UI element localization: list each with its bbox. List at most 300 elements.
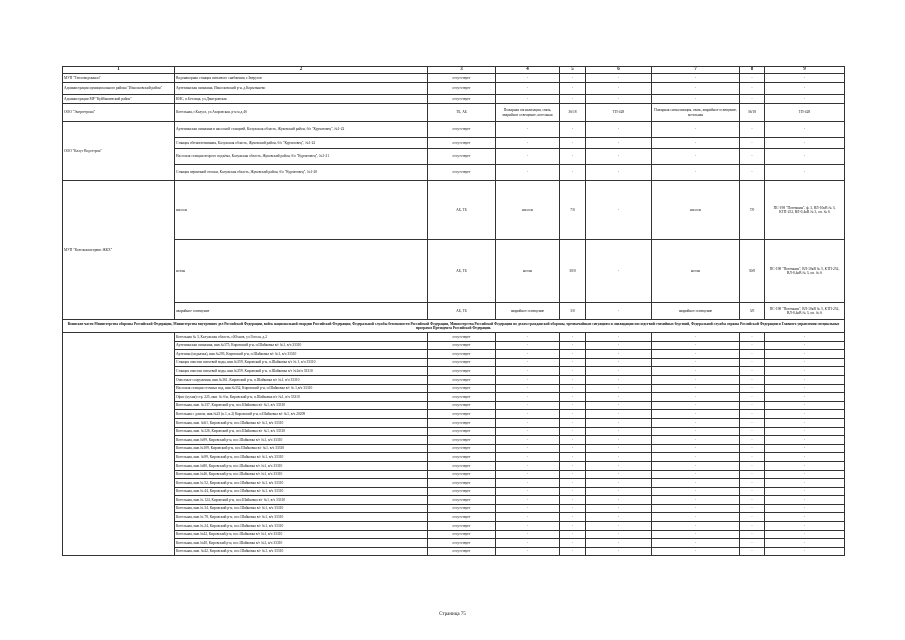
table-cell: -: [652, 453, 740, 462]
table-cell: -: [765, 539, 845, 548]
table-cell: -: [740, 470, 765, 479]
table-cell: отсутствует: [428, 496, 496, 505]
object-cell: Котельная, инв. №42, Кировский р-н, пос.Шайковка в/г №1, в/ч 33310: [175, 547, 428, 556]
table-cell: -: [765, 393, 845, 402]
table-cell: -: [740, 375, 765, 384]
table-cell: -: [765, 341, 845, 350]
organization-cell: МУП "Козельжилсервис ЖКХ": [63, 181, 175, 320]
table-cell: котлы: [652, 240, 740, 303]
table-cell: -: [652, 418, 740, 427]
object-cell: Котельная, инв. №61, Кировский р-н, пос.Шайковка в/г №1, в/ч 33310: [175, 418, 428, 427]
table-cell: -: [740, 401, 765, 410]
object-cell: Артезианская скважина, Износковский р-н, д.Корытынево: [175, 83, 428, 95]
table-cell: -: [652, 138, 740, 149]
table-cell: -: [560, 410, 586, 419]
table-cell: -: [496, 427, 560, 436]
object-cell: Очистные сооружения, инв.№361, Кировский р-н, п.Шайковка в/г №1, в/ч 33310: [175, 375, 428, 384]
table-cell: -: [765, 358, 845, 367]
table-cell: -: [496, 453, 560, 462]
organization-cell: Администрация муниципального района "Износковский район": [63, 83, 175, 95]
table-cell: -: [560, 384, 586, 393]
table-cell: -: [652, 410, 740, 419]
table-cell: -: [586, 165, 652, 181]
column-number: 5: [560, 67, 586, 74]
table-cell: -: [496, 122, 560, 138]
table-cell: -: [586, 333, 652, 342]
table-cell: -: [740, 453, 765, 462]
table-row: [63, 303, 845, 320]
table-cell: отсутствует: [428, 479, 496, 488]
table-cell: -: [560, 95, 586, 104]
table-cell: -: [560, 436, 586, 445]
table-row: [63, 547, 845, 556]
table-cell: -: [560, 522, 586, 531]
table-cell: отсутствует: [428, 165, 496, 181]
table-row: [63, 393, 845, 402]
table-cell: -: [652, 530, 740, 539]
object-cell: Котельная, инв.№42, Кировский р-н, пос.Шайковка в/г №1, в/ч 33310: [175, 530, 428, 539]
organization-cell: Администрация МР "Куйбышевский район": [63, 95, 175, 104]
table-cell: -: [740, 513, 765, 522]
table-cell: -: [765, 165, 845, 181]
table-cell: -: [586, 74, 652, 83]
table-cell: -: [652, 95, 740, 104]
table-cell: -: [740, 138, 765, 149]
organization-cell: [63, 333, 175, 556]
object-cell: Котельная, инв.№ 78, Кировский р-н, пос.Шайковка в/г №1, в/ч 33310: [175, 513, 428, 522]
table-cell: насосы: [652, 181, 740, 240]
table-row: [63, 530, 845, 539]
table-cell: -: [740, 74, 765, 83]
column-number: 6: [586, 67, 652, 74]
table-cell: -: [560, 74, 586, 83]
table-cell: 36/18: [740, 104, 765, 122]
table-cell: отсутствует: [428, 470, 496, 479]
table-cell: -: [496, 479, 560, 488]
table-cell: -: [560, 122, 586, 138]
table-cell: -: [586, 479, 652, 488]
table-row: [63, 470, 845, 479]
table-cell: -: [740, 427, 765, 436]
table-row: [63, 104, 845, 122]
table-cell: -: [586, 436, 652, 445]
table-cell: -: [740, 487, 765, 496]
table-cell: ТБ, АБ: [428, 104, 496, 122]
table-cell: -: [560, 427, 586, 436]
table-cell: -: [496, 375, 560, 384]
object-cell: Водонапорная станция питьевого снабжения, г.Зверугов: [175, 74, 428, 83]
table-cell: -: [740, 367, 765, 376]
table-cell: -: [765, 410, 845, 419]
column-number: 7: [652, 67, 740, 74]
table-cell: -: [496, 350, 560, 359]
table-row: [63, 181, 845, 240]
table-cell: отсутствует: [428, 513, 496, 522]
table-cell: -: [560, 83, 586, 95]
table-cell: -: [652, 427, 740, 436]
table-cell: -: [652, 436, 740, 445]
table-cell: -: [652, 333, 740, 342]
table-cell: -: [765, 436, 845, 445]
table-cell: -: [496, 393, 560, 402]
table-cell: отсутствует: [428, 350, 496, 359]
table-row: [63, 496, 845, 505]
table-cell: Пожарная сигнализация, связь, аварийное освещение, котельная: [652, 104, 740, 122]
table-cell: -: [496, 95, 560, 104]
table-cell: -: [586, 539, 652, 548]
table-cell: -: [560, 530, 586, 539]
table-cell: -: [765, 427, 845, 436]
table-cell: -: [560, 367, 586, 376]
table-cell: -: [652, 444, 740, 453]
table-row: [63, 375, 845, 384]
table-cell: -: [586, 138, 652, 149]
object-cell: Котельная, инв.№ 52, Кировский р-н, пос.Шайковка в/г №1, в/ч 33310: [175, 479, 428, 488]
table-row: [63, 461, 845, 470]
table-cell: -: [652, 165, 740, 181]
table-cell: -: [586, 181, 652, 240]
table-row: [63, 358, 845, 367]
object-cell: Станция очистки питьевой воды, инв.№359, Кировский р-н, п.Шайковка в/г № 1, в/ч 33310: [175, 358, 428, 367]
table-cell: -: [652, 83, 740, 95]
table-row: [63, 350, 845, 359]
object-cell: Котельная, инв.№40, Кировский р-н, пос.Шайковка в/г №1, в/ч 33310: [175, 539, 428, 548]
table-cell: отсутствует: [428, 418, 496, 427]
table-row: [63, 436, 845, 445]
table-cell: отсутствует: [428, 83, 496, 95]
table-row: [63, 74, 845, 83]
object-cell: Котельная, инв. №137, Кировский р-н, пос.Шайковка в/г №1, в/ч 33310: [175, 401, 428, 410]
table-cell: -: [765, 83, 845, 95]
table-cell: насосы: [496, 181, 560, 240]
table-cell: -: [765, 461, 845, 470]
table-cell: -: [586, 401, 652, 410]
table-cell: -: [740, 436, 765, 445]
page-number: Страница 75: [439, 612, 466, 617]
table-cell: 3/0: [740, 303, 765, 320]
table-row: [63, 149, 845, 165]
table-row: [63, 384, 845, 393]
object-cell: Котельная, инв.№80, Кировский р-н, пос.Шайковка в/г №1, в/ч 33310: [175, 461, 428, 470]
table-cell: -: [586, 367, 652, 376]
column-number: 8: [740, 67, 765, 74]
table-cell: -: [765, 384, 845, 393]
table-cell: отсутствует: [428, 393, 496, 402]
table-cell: аварийное освещение: [496, 303, 560, 320]
column-number: 4: [496, 67, 560, 74]
table-cell: -: [740, 83, 765, 95]
column-number: 1: [63, 67, 175, 74]
table-cell: котлы: [496, 240, 560, 303]
table-cell: -: [560, 453, 586, 462]
table-cell: -: [652, 401, 740, 410]
table-row: [63, 240, 845, 303]
table-cell: -: [765, 95, 845, 104]
table-row: [63, 444, 845, 453]
table-cell: -: [740, 165, 765, 181]
object-cell: Котельная, инв. №99, Кировский р-н, пос.Шайковка в/г №1, в/ч 33310: [175, 453, 428, 462]
table-cell: -: [496, 461, 560, 470]
table-cell: отсутствует: [428, 149, 496, 165]
table-cell: -: [586, 83, 652, 95]
object-cell: насосы: [175, 181, 428, 240]
table-cell: -: [560, 496, 586, 505]
table-cell: -: [765, 138, 845, 149]
table-cell: -: [496, 74, 560, 83]
table-cell: -: [652, 522, 740, 531]
table-cell: -: [740, 341, 765, 350]
table-cell: -: [765, 367, 845, 376]
table-cell: -: [496, 522, 560, 531]
table-row: [63, 367, 845, 376]
object-cell: Котельная, инв. №126, Кировский р-н, пос.Шайковка в/г №1, в/ч 33310: [175, 427, 428, 436]
table-cell: -: [740, 504, 765, 513]
table-row: [63, 165, 845, 181]
table-cell: -: [740, 333, 765, 342]
table-cell: -: [586, 418, 652, 427]
table-cell: -: [765, 375, 845, 384]
table-cell: -: [496, 333, 560, 342]
table-cell: -: [765, 74, 845, 83]
table-cell: -: [496, 384, 560, 393]
table-cell: -: [765, 496, 845, 505]
table-cell: -: [765, 547, 845, 556]
table-cell: -: [740, 384, 765, 393]
table-cell: -: [560, 444, 586, 453]
table-row: [63, 138, 845, 149]
object-cell: Котельная № 3, Калужская область, г.Юхнов, ул.Гоголя, д.2: [175, 333, 428, 342]
table-cell: -: [586, 522, 652, 531]
table-cell: -: [586, 427, 652, 436]
table-cell: -: [765, 470, 845, 479]
table-row: [63, 341, 845, 350]
table-cell: -: [740, 444, 765, 453]
table-cell: -: [586, 303, 652, 320]
table-row: [63, 333, 845, 342]
table-cell: -: [586, 453, 652, 462]
header-row: [63, 67, 845, 74]
table-cell: -: [560, 470, 586, 479]
table-cell: -: [586, 95, 652, 104]
table-cell: -: [586, 384, 652, 393]
table-cell: -: [740, 539, 765, 548]
table-cell: отсутствует: [428, 547, 496, 556]
column-number: 9: [765, 67, 845, 74]
table-cell: -: [560, 547, 586, 556]
table-cell: -: [740, 393, 765, 402]
table-cell: -: [652, 367, 740, 376]
table-cell: -: [496, 418, 560, 427]
table-cell: -: [586, 350, 652, 359]
table-cell: 3/0: [560, 303, 586, 320]
table-cell: -: [652, 393, 740, 402]
table-cell: -: [740, 95, 765, 104]
table-cell: -: [560, 333, 586, 342]
table-cell: -: [496, 539, 560, 548]
table-cell: -: [560, 375, 586, 384]
table-cell: -: [586, 496, 652, 505]
table-cell: -: [652, 547, 740, 556]
table-cell: отсутствует: [428, 138, 496, 149]
table-row: [63, 83, 845, 95]
object-cell: Артезиан (подкачка), инв.№293, Кировский р-н, п.Шайковка в/г №1, в/ч 33310: [175, 350, 428, 359]
table-row: [63, 504, 845, 513]
table-cell: -: [652, 504, 740, 513]
table-cell: отсутствует: [428, 461, 496, 470]
table-cell: -: [496, 367, 560, 376]
object-cell: Артезианская скважина в насосной станцией, Калужская область, Жуковский район, б/о "Курчатовец", №1-22: [175, 122, 428, 138]
table-cell: отсутствует: [428, 539, 496, 548]
table-cell: -: [652, 341, 740, 350]
table-cell: ТП-428: [586, 104, 652, 122]
table-cell: 30/0: [740, 240, 765, 303]
table-cell: отсутствует: [428, 358, 496, 367]
table-cell: -: [496, 547, 560, 556]
table-cell: -: [740, 122, 765, 138]
object-cell: аварийное освещение: [175, 303, 428, 320]
table-cell: -: [586, 470, 652, 479]
object-cell: Котельная с домом, инв.№23 (к.1, к.2) Кировский р-н, п.Шайковка в/г №1, в/ч 20209: [175, 410, 428, 419]
table-cell: -: [652, 513, 740, 522]
table-row: [63, 418, 845, 427]
object-cell: котлы: [175, 240, 428, 303]
table-cell: -: [560, 504, 586, 513]
table-cell: отсутствует: [428, 504, 496, 513]
table-cell: 7/0: [740, 181, 765, 240]
table-cell: -: [496, 444, 560, 453]
table-cell: -: [586, 122, 652, 138]
table-cell: отсутствует: [428, 427, 496, 436]
table-cell: -: [652, 496, 740, 505]
table-cell: -: [496, 504, 560, 513]
object-cell: Насосная станция второго подъёма, Калужская область, Жуковский район, б/о "Курчатовец", №1-21: [175, 149, 428, 165]
table-cell: -: [560, 487, 586, 496]
table-cell: -: [560, 418, 586, 427]
table-cell: -: [586, 504, 652, 513]
table-row: [63, 479, 845, 488]
section-note: Воинские части Министерства обороны Российской Федерации, Министерства внутренних дел Российской Федерации, войск национальной гвардии Российской Федерации, Федеральной службы безопасности Российской Федерации, Министерства Российской Федерации по делам гражданской обороны, чрезвычайным ситуациям и ликвидации последствий стихийных бедствий, Федеральной службы охраны Российской Федерации и Главного управления специальных программ Президента Российской Федерации.: [63, 320, 845, 333]
object-cell: Насосная станция сточных вод, инв.№332, Кировский р-н, п.Шайковка в/г № 1,в/ч 33310: [175, 384, 428, 393]
table-row: [63, 122, 845, 138]
object-cell: Котельная, инв.№ 34, Кировский р-н, пос.Шайковка в/г №1, в/ч 33310: [175, 504, 428, 513]
table-cell: ТП-428: [765, 104, 845, 122]
table-cell: отсутствует: [428, 384, 496, 393]
table-cell: -: [765, 487, 845, 496]
table-cell: отсутствует: [428, 367, 496, 376]
table-cell: аварийное освещение: [652, 303, 740, 320]
table-cell: -: [496, 513, 560, 522]
note-row: [63, 320, 845, 333]
table-cell: -: [560, 149, 586, 165]
table-cell: -: [652, 122, 740, 138]
table-cell: -: [560, 513, 586, 522]
table-cell: АБ, ТБ: [428, 303, 496, 320]
table-cell: -: [652, 358, 740, 367]
object-cell: Станция очистки питьевой воды, инв.№359, Кировский р-н, п.Шайковка в/г №1в/ч 33310: [175, 367, 428, 376]
table-cell: АБ, ТБ: [428, 240, 496, 303]
table-cell: -: [586, 513, 652, 522]
object-cell: Котельная, инв.№ 44, Кировский р-н, пос.Шайковка в/г №1, в/ч 33310: [175, 487, 428, 496]
table-cell: -: [560, 138, 586, 149]
object-cell: Котельная, инв.№109, Кировский р-н, пос.Шайковка в/г №1, в/ч 33310: [175, 444, 428, 453]
object-cell: Котельная, инв.№99, Кировский р-н, пос.Шайковка в/г №1, в/ч 33310: [175, 436, 428, 445]
table-cell: -: [652, 479, 740, 488]
table-cell: -: [496, 487, 560, 496]
table-cell: -: [765, 522, 845, 531]
table-cell: -: [560, 341, 586, 350]
object-cell: Котельная, г.Калуга, ул.Азаровская, р-н м.д.4б: [175, 104, 428, 122]
table-cell: -: [560, 539, 586, 548]
table-cell: -: [652, 74, 740, 83]
table-cell: ПС-198 "Потемкин", ВЛ-10кВ № 5, КТП-252, ВЛ-0,4кВ № 3, оп. № 6: [765, 240, 845, 303]
table-cell: -: [586, 375, 652, 384]
table-cell: отсутствует: [428, 487, 496, 496]
table-cell: -: [652, 149, 740, 165]
table-cell: -: [765, 504, 845, 513]
table-cell: отсутствует: [428, 341, 496, 350]
table-cell: -: [586, 341, 652, 350]
table-cell: -: [765, 350, 845, 359]
document-table: [62, 66, 845, 556]
table-cell: -: [560, 165, 586, 181]
table-cell: -: [496, 165, 560, 181]
table-cell: отсутствует: [428, 375, 496, 384]
table-row: [63, 487, 845, 496]
table-cell: -: [560, 393, 586, 402]
table-cell: 36/18: [560, 104, 586, 122]
table-cell: отсутствует: [428, 95, 496, 104]
table-cell: -: [496, 358, 560, 367]
object-cell: Станция первичной отопки, Калужская область, Жуковский район, б/о "Курчатовец", №1-20: [175, 165, 428, 181]
table-cell: -: [560, 401, 586, 410]
object-cell: КНС, п.Бетлица, ул.Дмитровская: [175, 95, 428, 104]
object-cell: Станция обезжелезивания, Калужская область, Жуковский район, б/о "Курчатовец", №1-22: [175, 138, 428, 149]
table-cell: 30/0: [560, 240, 586, 303]
table-cell: -: [586, 461, 652, 470]
table-cell: -: [652, 461, 740, 470]
object-cell: Артезианская скважина, инв.№375, Кировский р-н, п.Шайковка в/г №1, в/ч 33310: [175, 341, 428, 350]
table-cell: отсутствует: [428, 522, 496, 531]
table-cell: -: [496, 83, 560, 95]
column-number: 3: [428, 67, 496, 74]
table-cell: -: [740, 547, 765, 556]
organization-cell: ООО "Энергетрона": [63, 104, 175, 122]
table-cell: -: [765, 122, 845, 138]
table-cell: -: [765, 401, 845, 410]
table-row: [63, 513, 845, 522]
table-cell: -: [496, 410, 560, 419]
table-cell: отсутствует: [428, 444, 496, 453]
table-cell: -: [560, 358, 586, 367]
table-cell: отсутствует: [428, 410, 496, 419]
table-cell: -: [496, 138, 560, 149]
table-cell: -: [586, 410, 652, 419]
table-cell: -: [652, 375, 740, 384]
table-cell: -: [496, 470, 560, 479]
table-cell: -: [765, 479, 845, 488]
table-cell: -: [740, 522, 765, 531]
table-row: [63, 401, 845, 410]
table-cell: -: [586, 149, 652, 165]
table-cell: -: [652, 470, 740, 479]
table-cell: -: [765, 333, 845, 342]
object-cell: Котельная, инв.№46, Кировский р-н, пос.Шайковка в/г №1, в/ч 33310: [175, 470, 428, 479]
table-cell: -: [586, 444, 652, 453]
table-cell: -: [740, 496, 765, 505]
table-cell: -: [560, 461, 586, 470]
table-cell: -: [765, 513, 845, 522]
table-cell: -: [652, 539, 740, 548]
